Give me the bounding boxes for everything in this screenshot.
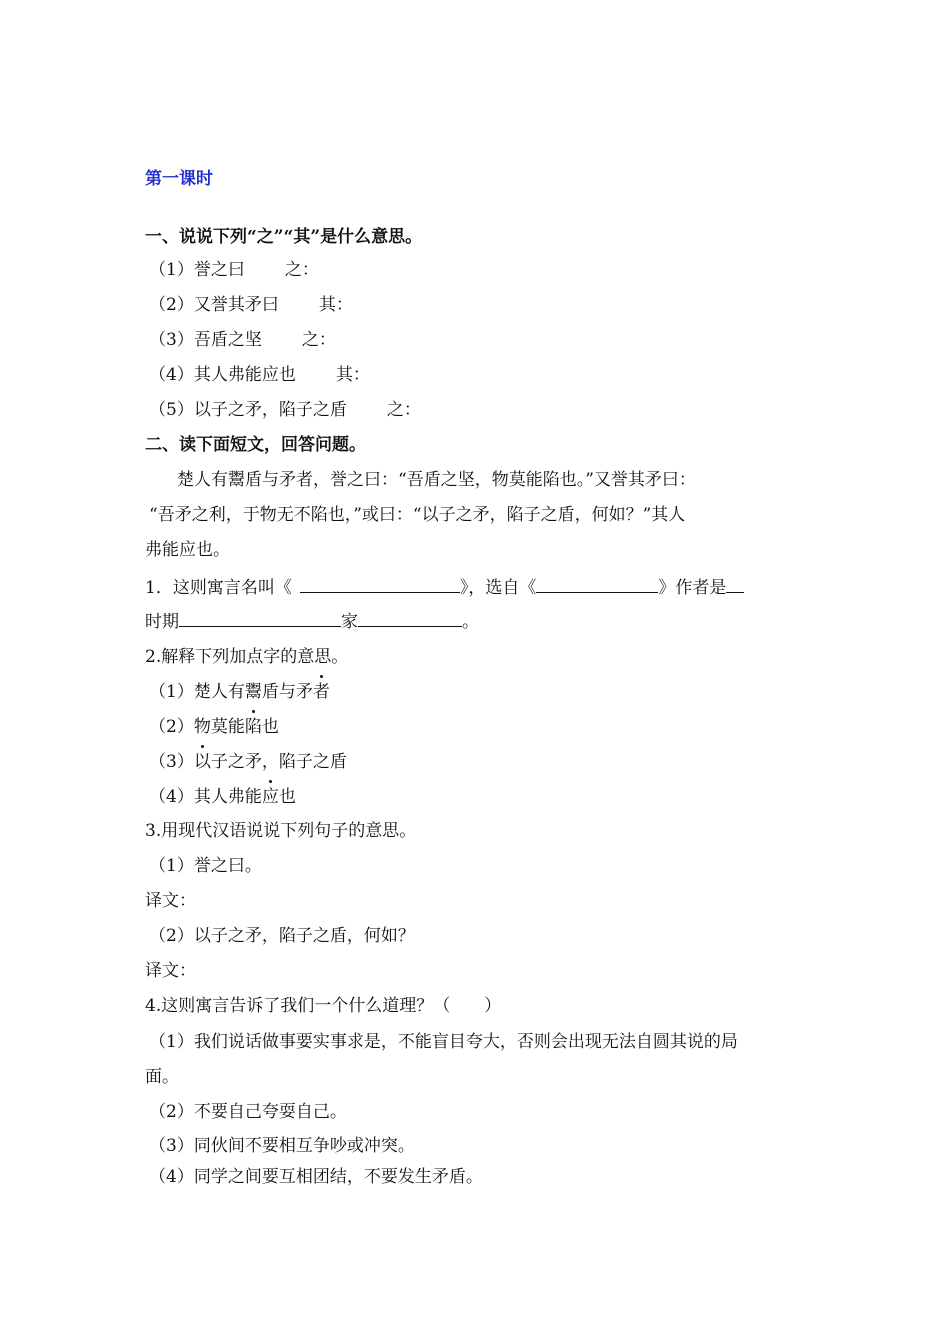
dotted-char: 者 xyxy=(312,682,330,702)
passage-line-3: 弗能应也。 xyxy=(145,540,230,560)
section1-item-4: （4）其人弗能应也 其： xyxy=(149,365,370,385)
fable-name-blank[interactable] xyxy=(300,574,460,593)
section1-item-3: （3）吾盾之坚 之： xyxy=(149,330,336,350)
lesson-heading: 第一课时 xyxy=(145,169,213,189)
dotted-char: 陷 xyxy=(244,717,262,737)
section2-title: 二、读下面短文，回答问题。 xyxy=(145,435,366,455)
question-4-option-1: （1）我们说话做事要实事求是，不能盲目夸大，否则会出现无法自圆其说的局 xyxy=(149,1032,738,1052)
question-1-line-1: 1．这则寓言名叫《 》，选自《 》作者是 xyxy=(145,574,950,600)
question-2-item-1: （1）楚人有鬻盾与矛者 xyxy=(149,682,330,702)
passage-line-1: 楚人有鬻盾与矛者，誉之曰：“吾盾之坚，物莫能陷也。”又誉其矛曰： xyxy=(177,470,696,490)
dotted-char: 应 xyxy=(261,787,279,807)
dotted-char: 以 xyxy=(193,752,211,772)
question-4-option-2: （2）不要自己夸耍自己。 xyxy=(149,1102,347,1122)
question-2-title: 2.解释下列加点字的意思。 xyxy=(145,647,349,667)
passage-line-2: “吾矛之利，于物无不陷也，”或曰：“以子之矛，陷子之盾，何如？”其人 xyxy=(149,505,686,525)
question-4-option-3: （3）同伙间不要相互争吵或冲突。 xyxy=(149,1136,415,1156)
question-4-title: 4.这则寓言告诉了我们一个什么道理？（ ） xyxy=(145,996,502,1016)
section1-item-1: （1）誉之曰 之： xyxy=(149,260,319,280)
profession-blank[interactable] xyxy=(358,608,462,627)
question-4-option-1-cont: 面。 xyxy=(145,1067,179,1087)
translation-label-1: 译文： xyxy=(145,891,196,911)
source-blank[interactable] xyxy=(536,574,658,593)
question-3-item-2: （2）以子之矛，陷子之盾，何如？ xyxy=(149,926,415,946)
period-blank[interactable] xyxy=(179,608,341,627)
section1-item-5: （5）以子之矛，陷子之盾 之： xyxy=(149,400,421,420)
question-3-item-1: （1）誉之曰。 xyxy=(149,856,262,876)
question-2-item-2: （2）物莫能陷也 xyxy=(149,717,279,737)
question-4-option-4: （4）同学之间要互相团结，不要发生矛盾。 xyxy=(149,1167,483,1187)
question-1-line-2: 时期 家 。 xyxy=(145,608,950,634)
section1-item-2: （2）又誉其矛曰 其： xyxy=(149,295,353,315)
question-2-item-4: （4）其人弗能应也 xyxy=(149,787,296,807)
translation-label-2: 译文： xyxy=(145,961,196,981)
question-2-item-3: （3）以子之矛，陷子之盾 xyxy=(149,752,347,772)
section1-title: 一、说说下列“之”“其”是什么意思。 xyxy=(145,227,423,247)
author-blank[interactable] xyxy=(726,574,744,593)
question-3-title: 3.用现代汉语说说下列句子的意思。 xyxy=(145,821,417,841)
